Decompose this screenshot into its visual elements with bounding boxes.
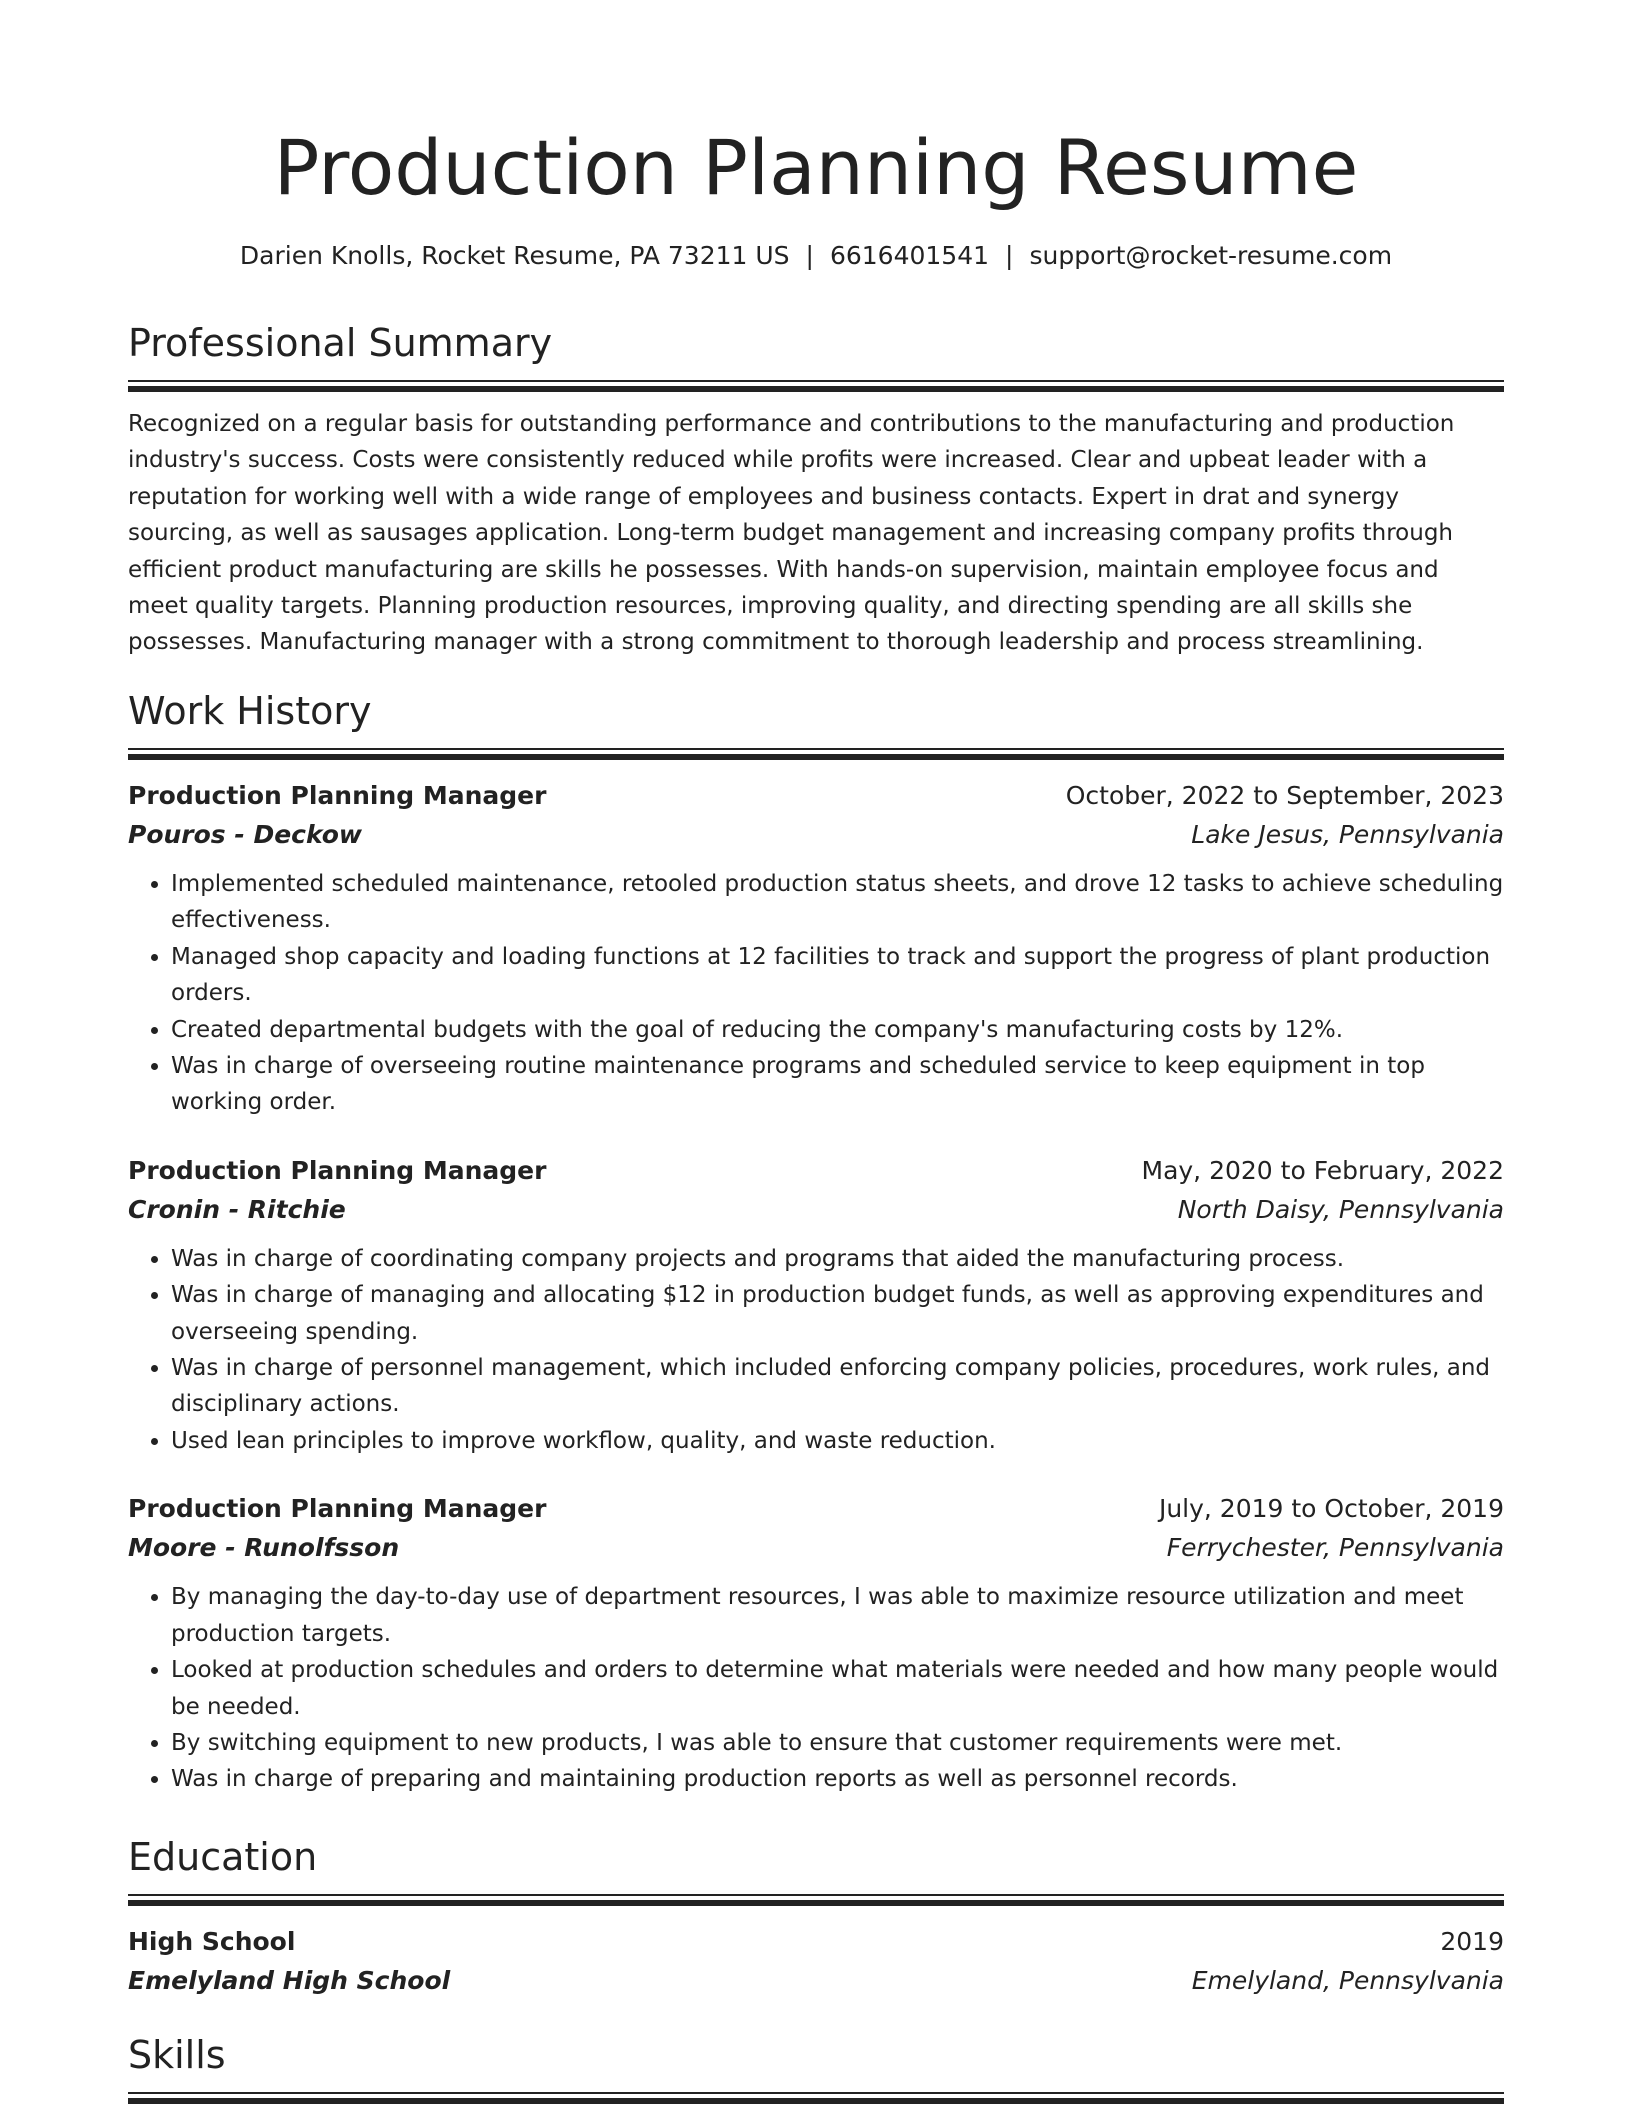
- job-subheader: [128, 1529, 1504, 1567]
- job-title: Production Planning Manager: [128, 781, 547, 810]
- job-title: Production Planning Manager: [128, 1155, 547, 1185]
- list-item: • Implemented scheduled maintenance, retooled production status sheets, and drove 12 tasks to achieve scheduling effectiveness.: [171, 866, 1504, 939]
- job-title: Production Planning Manager: [128, 1494, 547, 1524]
- list-item: • Was in charge of overseeing routine maintenance programs and scheduled service to keep equipment in top working order.: [171, 1048, 1504, 1121]
- job-bullets: [128, 1579, 1504, 1797]
- work-history-heading: Work History: [128, 689, 372, 733]
- section-divider: [128, 2092, 1504, 2104]
- job-location: North Daisy, Pennsylvania: [1177, 1194, 1504, 1224]
- contact-separator: |: [1005, 241, 1014, 270]
- list-item: • By switching equipment to new products, I was able to ensure that customer requirements were met.: [171, 1725, 1504, 1761]
- list-item: • Created departmental budgets with the goal of reducing the company's manufacturing costs by 12%.: [171, 1012, 1504, 1048]
- job-location: Lake Jesus, Pennsylvania: [1191, 820, 1504, 849]
- contact-email: support@rocket-resume.com: [1029, 241, 1393, 270]
- spacer: [128, 1121, 1504, 1151]
- job-dates: May, 2020 to February, 2022: [1141, 1155, 1504, 1185]
- list-item: • Used lean principles to improve workflow, quality, and waste reduction.: [171, 1423, 1504, 1459]
- summary-section: [128, 318, 1504, 661]
- education-location: Emelyland, Pennsylvania: [1191, 1966, 1504, 1995]
- spacer: [128, 1459, 1504, 1489]
- job-header: [128, 776, 1504, 816]
- education-subheader: [128, 1962, 1504, 2000]
- job-bullets: [128, 1241, 1504, 1459]
- summary-text: Recognized on a regular basis for outstanding performance and contributions to the manufacturing and production industry's success. Costs were consistently reduced while profits were increased. Clear and upbeat leader with a reputation for working well with a wide range of employees and business contacts. Expert in drat and synergy sourcing, as well as sausages application. Long-term budget management and increasing company profits through efficient product manufacturing are skills he possesses. With hands-on supervision, maintain employee focus and meet quality targets. Planning production resources, improving quality, and directing spending are all skills she possesses. Manufacturing manager with a strong commitment to thorough leadership and process streamlining.: [128, 411, 1455, 656]
- section-divider: [128, 748, 1504, 760]
- job-bullets: [128, 866, 1504, 1121]
- job-header: [128, 1489, 1504, 1529]
- skills-section: [128, 2030, 1504, 2104]
- education-degree: High School: [128, 1927, 296, 1956]
- list-item: • By managing the day-to-day use of department resources, I was able to maximize resource utilization and meet production targets.: [171, 1579, 1504, 1652]
- job-entry: [128, 776, 1504, 1121]
- job-subheader: [128, 1191, 1504, 1229]
- education-section: [128, 1832, 1504, 2000]
- job-entry: [128, 1151, 1504, 1459]
- job-subheader: [128, 816, 1504, 854]
- list-item: • Was in charge of personnel management, which included enforcing company policies, procedures, work rules, and disciplinary actions.: [171, 1350, 1504, 1423]
- list-item: • Managed shop capacity and loading functions at 12 facilities to track and support the progress of plant production orders.: [171, 939, 1504, 1012]
- contact-phone: 6616401541: [829, 241, 990, 270]
- education-heading: Education: [128, 1835, 318, 1879]
- education-year: 2019: [1440, 1927, 1504, 1956]
- list-item: • Was in charge of coordinating company projects and programs that aided the manufacturing process.: [171, 1241, 1504, 1277]
- section-divider: [128, 380, 1504, 392]
- resume-title: Production Planning Resume: [273, 123, 1359, 212]
- education-header: [128, 1922, 1504, 1962]
- job-company: Moore - Runolfsson: [128, 1533, 400, 1563]
- skills-heading: Skills: [128, 2033, 226, 2077]
- list-item: • Was in charge of preparing and maintaining production reports as well as personnel records.: [171, 1761, 1504, 1797]
- job-dates: October, 2022 to September, 2023: [1065, 781, 1504, 810]
- job-location: Ferrychester, Pennsylvania: [1166, 1533, 1504, 1563]
- job-dates: July, 2019 to October, 2019: [1158, 1494, 1504, 1524]
- list-item: • Looked at production schedules and orders to determine what materials were needed and how many people would be needed.: [171, 1652, 1504, 1725]
- education-school: Emelyland High School: [128, 1966, 451, 1995]
- job-company: Cronin - Ritchie: [128, 1194, 346, 1224]
- list-item: • Was in charge of managing and allocating $12 in production budget funds, as well as approving expenditures and overseeing spending.: [171, 1277, 1504, 1350]
- job-company: Pouros - Deckow: [128, 820, 362, 849]
- summary-heading: Professional Summary: [128, 321, 553, 365]
- section-divider: [128, 1894, 1504, 1906]
- contact-address: Darien Knolls, Rocket Resume, PA 73211 US: [239, 241, 790, 270]
- contact-separator: |: [805, 241, 814, 270]
- contact-line: [128, 238, 1504, 274]
- job-entry: [128, 1489, 1504, 1797]
- job-header: [128, 1151, 1504, 1191]
- work-history-section: [128, 686, 1504, 1798]
